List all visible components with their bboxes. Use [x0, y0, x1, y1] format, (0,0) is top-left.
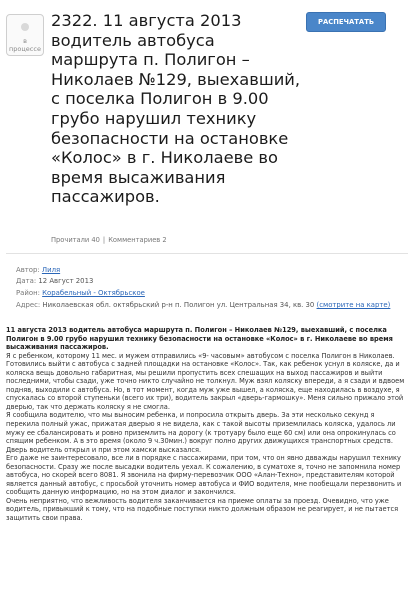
meta-date	[16, 277, 93, 285]
address-value: Николаевская обл. октябрьский р-н п. Полигон ул. Центральная 34, кв. 30	[42, 301, 315, 309]
post-paragraph: Очень неприятно, что вежливость водителя заканчивается на приеме оплаты за проезд. Очевидно, что уже водитель, привыкший к тому, что на подобные поступки никто должным образом не реагирует, и не пытается защитить свои права.	[6, 496, 399, 523]
status-circle-icon	[21, 23, 29, 31]
post-paragraph: Его даже не заинтересовало, все ли в порядке с пассажирами, при том, что он явно двважды нарушил технику безопасности. Сразу же после высадки водитель уехал. К сожалению, в суматохе я, точно не запомнила номер автобуса, но скорей всего 8081. Я звонила на фирму-перевозчик ООО «Алан-Техно», представителям которой является данный автобус, с просьбой уточнить номер автобуса и ФИО водителя, мне пообещали перезвонить и сообщить данную информацию, но на этом диалог и закончился.	[6, 454, 402, 497]
meta-author	[16, 266, 60, 274]
post-lead: 11 августа 2013 водитель автобуса маршрута п. Полигон – Николаев №129, выехавший, с поселка Полигон в 9.00 грубо нарушил технику безопасности на остановке «Колос» в г. Николаеве во время высаживания пассажиров.	[6, 326, 393, 352]
post-paragraph: Я с ребенком, которому 11 мес. и мужем отправились «9- часовым» автобусом с поселка Полигон в Николаев. Готовились выйти с автобуса с задней площадки на остановке «Колос». Так, как ребенок уснул в коляске, да и коляска вещь довольно габаритная, мы решили пропустить всех спешащих на выход пассажиров и выйти последними, чтобы сзади, уже точно никто случайно не толкнул. Муж взял коляску впереди, а я сзади и вдвоем подняв, выходили с автобуса. Но, в тот момент, когда муж уже вышел, а коляска, еще находилась в воздухе, я спускалась со второй ступеньки (всего их три), водитель закрыл «дверь-гармошку». Меня сильно прижало этой дверью, так что держать коляску я не смогла.	[6, 351, 405, 411]
post-body	[6, 326, 408, 523]
post-paragraph: Я сообщила водителю, что мы выносим ребенка, и попросила открыть дверь. За эти несколько секунд я перекила полный ужас, прижатая дверью я не видела, как с такой высоты приземлилась коляска, удалось ли мужу ее сбалансировать и ровно приземлить на дорогу (к тротуару было еще 60 см) или она опрокинулась со спящим ребенком. А в это время (около 9 ч.30мин.) вокруг полно других движущихся транспортных средств. Дверь водитель открыл и при этом хамски высказался.	[6, 411, 396, 454]
map-link[interactable]: (смотрите на карте)	[316, 301, 391, 309]
page-title: 2322. 11 августа 2013 водитель автобуса маршрута п. Полигон – Николаев №129, выехавший, с поселка Полигон в 9.00 грубо нарушил технику безопасности на остановке «Колос» в г. Николаеве во время высаживания пассажиров.	[51, 11, 301, 207]
area-link[interactable]: Корабельный - Октябрьское	[42, 289, 145, 297]
status-badge	[6, 14, 44, 56]
post-stats	[51, 236, 167, 244]
author-label: Автор:	[16, 266, 40, 274]
address-label: Адрес:	[16, 301, 41, 309]
stats-separator: |	[102, 236, 106, 244]
area-label: Район:	[16, 289, 40, 297]
meta-area	[16, 289, 145, 297]
author-link[interactable]: Лиля	[41, 266, 61, 274]
comments-link[interactable]: Комментариев 2	[108, 236, 167, 244]
meta-address	[16, 301, 390, 309]
date-label: Дата:	[16, 277, 37, 285]
status-label: в процессе	[9, 37, 41, 53]
date-value: 12 Август 2013	[38, 277, 94, 285]
views-count: Прочитали 40	[51, 236, 100, 244]
divider	[6, 253, 408, 254]
print-button[interactable]: РАСПЕЧАТАТЬ	[306, 12, 386, 32]
